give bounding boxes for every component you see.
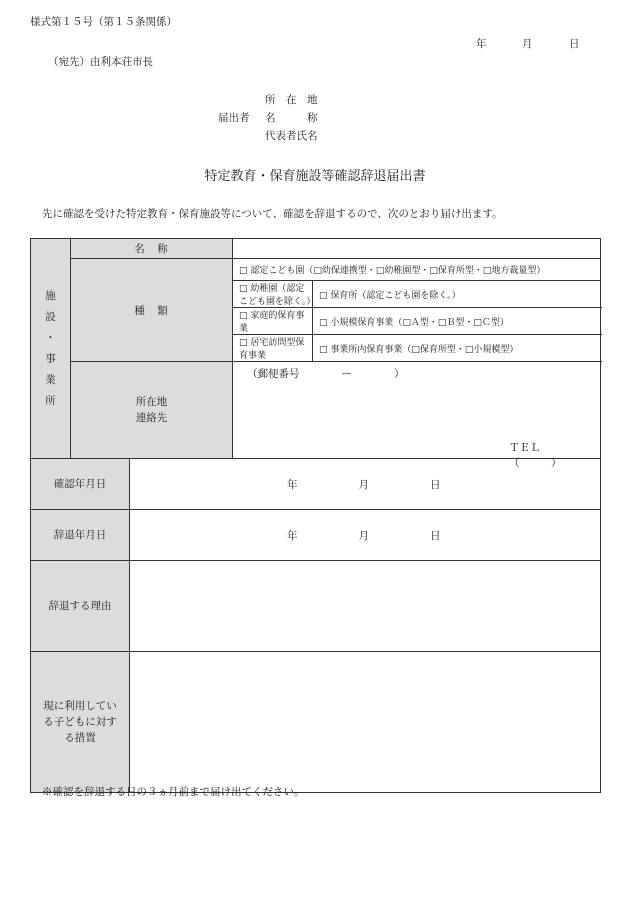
withdraw-date-field[interactable]: 年 月 日 <box>130 510 601 561</box>
postal-code-text: （郵便番号 ー ） <box>247 368 405 380</box>
type-home-visit-checkbox[interactable]: □ 居宅訪問型保育事業 <box>233 335 313 362</box>
type-workplace-checkbox[interactable]: □ 事業所内保育事業（□保育所型・□小規模型） <box>313 335 601 362</box>
withdrawal-form-table <box>30 238 601 793</box>
type-small-scale-checkbox[interactable]: □ 小規模保育事業（□Ａ型・□Ｂ型・□Ｃ型） <box>313 308 601 335</box>
child-measures-label: 現に利用してい る子どもに対す る措置 <box>31 652 130 793</box>
child-measures-field[interactable] <box>130 652 601 793</box>
withdraw-reason-field[interactable] <box>130 561 601 652</box>
facility-location-field[interactable] <box>233 362 601 469</box>
facility-section-label: 施 設 ・ 事 業 所 <box>31 239 71 459</box>
header-date-year: 年 <box>476 38 487 50</box>
facility-location-label: 所在地 連絡先 <box>71 362 233 459</box>
withdraw-date-label: 辞退年月日 <box>31 510 130 561</box>
type-kindergarten-checkbox[interactable]: □ 幼稚園（認定こども園を除く。） <box>233 281 313 308</box>
tel-text: ＴＥＬ （ ） <box>509 442 583 469</box>
notifier-address-label: 所 在 地 <box>265 94 318 106</box>
confirm-date-label: 確認年月日 <box>31 459 130 510</box>
footnote: ※確認を辞退する日の３ヵ月前まで届け出てください。 <box>42 786 305 798</box>
type-nursery-checkbox[interactable]: □ 保育所（認定こども園を除く。） <box>313 281 601 308</box>
notifier-name-label: 名 称 <box>265 112 318 124</box>
intro-text: 先に確認を受けた特定教育・保育施設等について、確認を辞退するので、次のとおり届け出ます。 <box>42 208 503 220</box>
document-title: 特定教育・保育施設等確認辞退届出書 <box>204 169 426 184</box>
type-kodomoen-checkbox[interactable]: □ 認定こども園（□幼保連携型・□幼稚園型・□保育所型・□地方裁量型） <box>233 259 601 281</box>
addressee: （宛先）由利本荘市長 <box>48 56 153 68</box>
withdraw-reason-label: 辞退する理由 <box>31 561 130 652</box>
notifier-label: 届出者 <box>218 112 250 124</box>
header-date-month: 月 <box>522 38 533 50</box>
facility-name-field[interactable] <box>233 239 601 259</box>
form-number: 様式第１５号（第１５条関係） <box>30 16 177 28</box>
type-family-checkbox[interactable]: □ 家庭的保育事業 <box>233 308 313 335</box>
confirm-date-field[interactable]: 年 月 日 <box>130 459 601 510</box>
facility-name-label: 名 称 <box>71 239 233 259</box>
header-date-day: 日 <box>569 38 580 50</box>
notifier-representative-label: 代表者氏名 <box>265 130 318 142</box>
facility-type-label: 種 類 <box>71 259 233 362</box>
